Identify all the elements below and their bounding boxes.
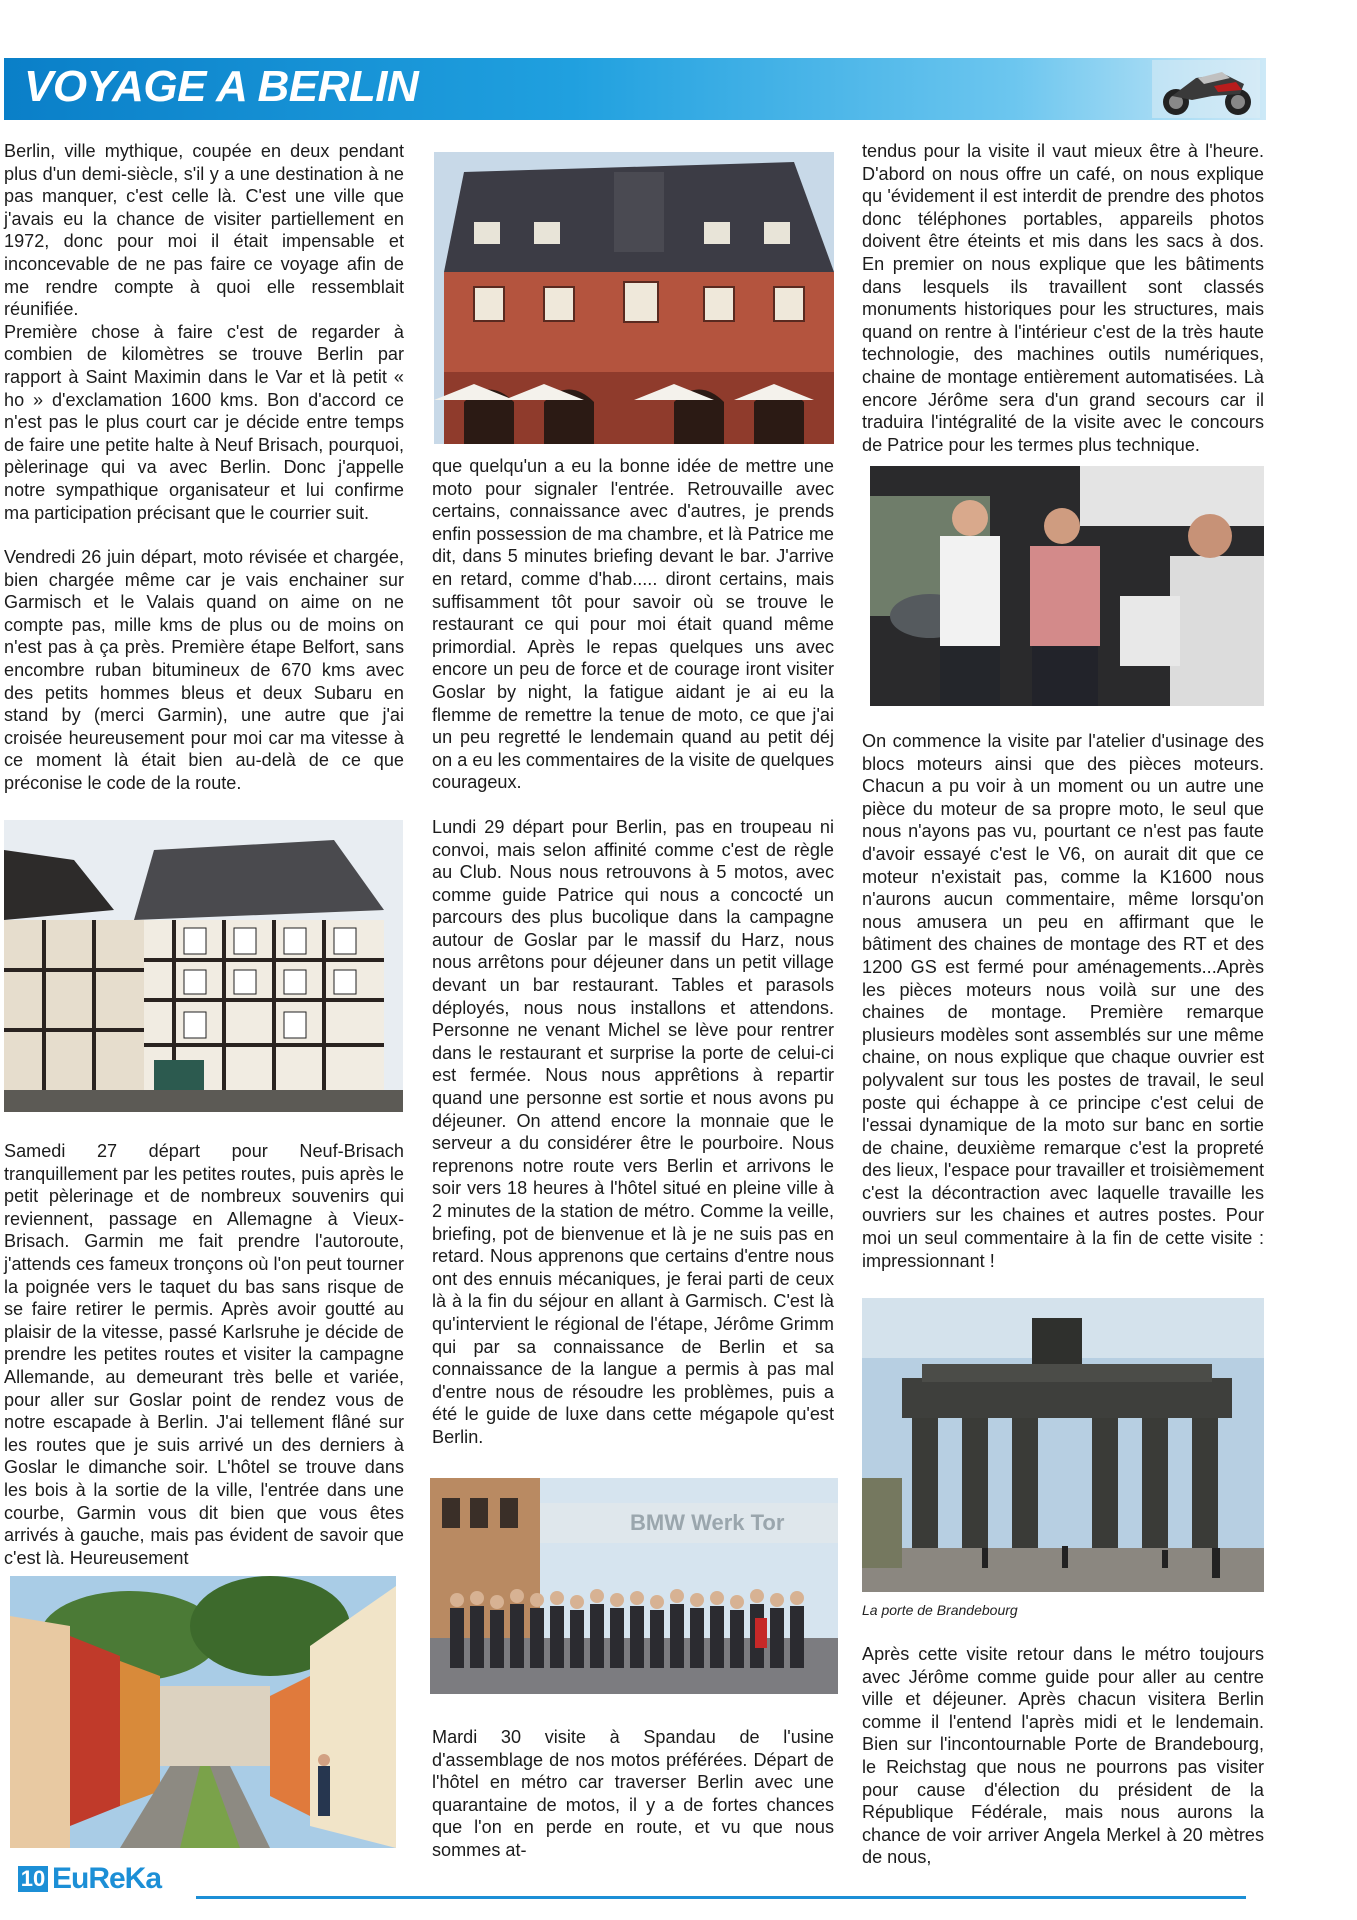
page-header-bar: [4, 58, 1266, 120]
column-1-bottom: [4, 1140, 404, 1569]
column-3-bottom: [862, 1643, 1264, 1869]
motorcycle-icon: [1152, 60, 1260, 118]
column-3-middle: [862, 730, 1264, 1272]
magazine-logo: EuReKa: [52, 1862, 162, 1895]
paragraph: Vendredi 26 juin départ, moto révisée et chargée, bien chargée même car je vais enchainer sur Garmisch et le Valais quand on aime on ne compte pas, mille kms de plus ou de moins on n'est pas à ça près. Première étape Belfort, sans encombre ruban bitumineux de 670 kms avec des petits hommes bleus et deux Subaru en stand by (merci Garmin), une autre que j'ai croisée heureusement pour moi car ma vitesse à ce moment là était bien au-delà de ce que préconise le code de la route.: [4, 547, 404, 794]
paragraph: Berlin, ville mythique, coupée en deux pendant plus d'un demi-siècle, s'il y a une destination à ne pas manquer, c'est celle là. C'est une ville que j'avais eu la chance de visiter partiellement en 1972, donc pour moi il était impensable et inconcevable de ne pas faire ce voyage afin de me rendre compte à quoi elle ressemblait réunifiée.: [4, 141, 404, 320]
brandenburg-gate-photo: [862, 1298, 1264, 1592]
paragraph: Lundi 29 départ pour Berlin, pas en troupeau ni convoi, mais selon affinité comme c'est de règle au Club. Nous nous retrouvons à 5 motos, avec comme guide Patrice qui nous a concocté un parcours des plus bucolique dans la campagne autour de Goslar par le massif du Harz, nous nous arrêtons pour déjeuner dans un petit village devant un bar restaurant. Tables et parasols déployés, nous nous installons et attendons. Personne ne venant Michel se lève pour rentrer dans le restaurant et surprise la porte de celui-ci est fermée. Nous nous apprêtions à repartir quand une personne est sortie et nous avons pu déjeuner. On attend encore la monnaie que le serveur a du considérer être le pourboire. Nous reprenons notre route vers Berlin et arrivons le soir vers 18 heures à l'hôtel situé en pleine ville à 2 minutes de la station de métro. Comme la veille, briefing, pot de bienvenue et là je ne suis pas en retard. Nous apprenons que certains d'entre nous ont des ennuis mécaniques, je ferai parti de ceux là à la fin du séjour en allant à Garmisch. C'est là qu'intervient le régional de l'étape, Jérôme Grimm qui par sa connaissance de Berlin et sa connaissance de la langue a permis à pas mal d'entre nous de résoudre les problèmes, puis a été le guide de luxe dans cette mégapole qu'est Berlin.: [432, 816, 834, 1447]
page-number: 10: [18, 1866, 48, 1892]
goslar-hotel-photo: [434, 152, 834, 444]
factory-visit-photo: [870, 466, 1264, 706]
column-3-top: [862, 140, 1264, 456]
paragraph: Première chose à faire c'est de regarder à combien de kilomètres se trouve Berlin par rapport à Saint Maximin dans le Var et là petit « ho » d'exclamation 1600 kms. Bon d'accord ce n'est pas le plus court car je décide entre temps de faire une petite halte à Neuf Brisach, pourquoi, pèlerinage qui va avec Berlin. Donc j'appelle notre sympathique organisateur et lui confirme ma participation précisant que le courrier suit.: [4, 321, 404, 523]
half-timbered-building-photo: [4, 820, 403, 1112]
photo-caption: La porte de Brandebourg: [862, 1602, 1018, 1618]
paragraph: Samedi 27 départ pour Neuf-Brisach tranquillement par les petites routes, puis après le petit pèlerinage et de nombreux souvenirs qui reviennent, passage en Allemagne à Vieux-Brisach. Garmin me fait prendre l'autoroute, j'attends ces fameux tronçons où l'on peut tourner la poignée vers le taquet du bas sans risque de se faire retirer le permis. Après avoir goutté au plaisir de la vitesse, passé Karlsruhe je décide de prendre les petites routes et visiter la campagne Allemande, au demeurant très belle et variée, pour aller sur Goslar point de rendez vous de notre escapade à Berlin. J'ai tellement flâné sur les routes que je suis arrivé un des derniers à Goslar le dimanche soir. L'hôtel se trouve dans les bois à la sortie de la ville, l'entrée dans une courbe, Garmin vous dit bien que vous êtes arrivés à gauche, mais pas évident de savoir que c'est là. Heureusement: [4, 1141, 404, 1568]
column-2-bottom: [432, 1726, 834, 1862]
column-1-top: [4, 140, 404, 795]
village-street-photo: [10, 1576, 396, 1848]
bmw-plant-group-photo: [430, 1478, 838, 1694]
column-2-top: [432, 455, 834, 1449]
gate-sign-text: BMW Werk Tor: [630, 1510, 785, 1535]
paragraph: que quelqu'un a eu la bonne idée de mettre une moto pour signaler l'entrée. Retrouvaille avec certains, connaissance avec d'autres, je prends enfin possession de ma chambre, et là Patrice me dit, dans 5 minutes briefing devant le bar. J'arrive en retard, comme d'hab..... diront certains, mais suffisamment tôt pour savoir où se trouve le restaurant ce qui pour moi était quand même primordial. Après le repas quelques uns avec encore un peu de force et de courage iront visiter Goslar by night, la fatigue aidant je ai eu la flemme de remettre la tenue de moto, ce que j'ai un peu regretté le lendemain quand au petit déj on a eu les commentaires de la visite de quelques courageux.: [432, 456, 834, 793]
page-title: VOYAGE A BERLIN: [24, 62, 419, 111]
paragraph: Après cette visite retour dans le métro toujours avec Jérôme comme guide pour aller au centre ville et déjeuner. Après chacun visitera Berlin comme il l'entend l'après midi et le lendemain. Bien sur l'incontournable Porte de Brandebourg, le Reichstag que nous ne pourrons pas visiter pour cause d'élection du président de la République Fédérale, mais nous aurons la chance de voir arriver Angela Merkel à 20 mètres de nous,: [862, 1644, 1264, 1868]
paragraph: Mardi 30 visite à Spandau de l'usine d'assemblage de nos motos préférées. Départ de l'hôtel en métro car traverser Berlin avec une quarantaine de motos, il y a de fortes chances que l'on en perde en route, et vu que nous sommes at-: [432, 1727, 834, 1860]
paragraph: On commence la visite par l'atelier d'usinage des blocs moteurs ainsi que des pièces moteurs. Chacun a pu voir à un moment ou un autre une pièce du moteur de sa propre moto, le seul que nous n'ayons pas vu, pourtant ce n'est pas faute d'avoir essayé c'est le V6, on aurait dit que ce moteur n'existait pas, comme la K1600 nous n'aurons aucun commentaire, même lorsqu'on nous amusera un peu en affirmant que le bâtiment des chaines de montage des RT et des 1200 GS est fermé pour aménagements...Après les pièces moteurs nous voilà sur une des chaines de montage. Première remarque plusieurs modèles sont assemblés sur une même chaine, on nous explique que chaque ouvrier est polyvalent sur tous les postes de travail, le seul poste qui échappe à ce principe c'est celui de l'essai dynamique de la moto sur banc en sortie de chaine, deuxième remarque c'est la propreté des lieux, l'espace pour travailler et troisièmement c'est la décontraction avec laquelle travaille les ouvriers sur les chaines et autres postes. Pour moi un seul commentaire à la fin de cette visite : impressionnant !: [862, 731, 1264, 1271]
paragraph: tendus pour la visite il vaut mieux être à l'heure. D'abord on nous offre un café, on nous explique qu 'évidement il est interdit de prendre des photos donc téléphones portables, appareils photos doivent être éteints et mis dans les sacs à dos. En premier on nous explique que les bâtiments dans lesquels ils travaillent sont classés monuments historiques pour les structures, mais quand on rentre à l'intérieur c'est de la très haute technologie, des machines outils numériques, chaine de montage entièrement automatisées. Là encore Jérôme sera d'un grand secours car il traduira l'intégralité de la visite avec le concours de Patrice pour les termes plus technique.: [862, 141, 1264, 455]
footer-divider: [196, 1896, 1246, 1899]
